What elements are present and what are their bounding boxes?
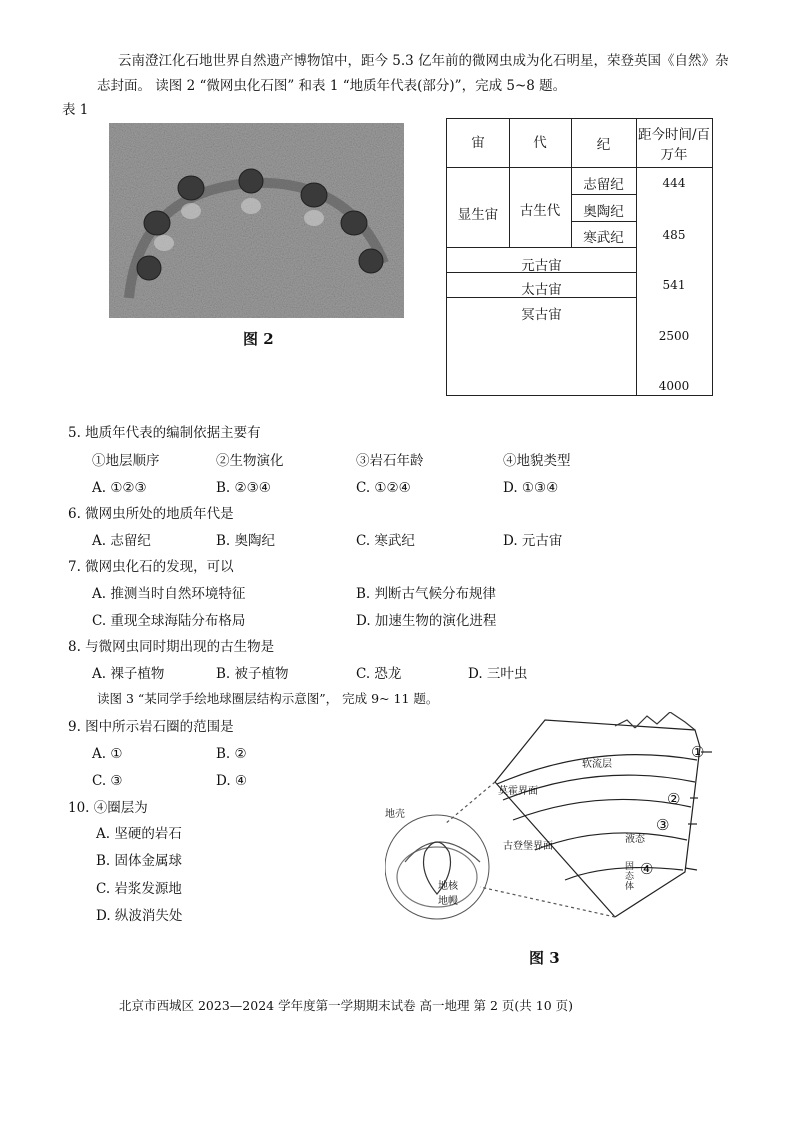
q9-option-b[interactable]: B. ② [216, 746, 247, 762]
q5-item-2: ②生物演化 [216, 453, 284, 469]
q6-stem: 6. 微网虫所处的地质年代是 [68, 506, 234, 522]
q5-option-c[interactable]: C. ①②④ [356, 480, 411, 496]
q5-option-b[interactable]: B. ②③④ [216, 480, 271, 496]
q10-option-c[interactable]: C. 岩浆发源地 [96, 881, 182, 897]
q5-item-3: ③岩石年龄 [356, 453, 424, 469]
period-cambrian: 寒武纪 [583, 230, 624, 246]
q7-option-c[interactable]: C. 重现全球海陆分布格局 [92, 613, 246, 629]
eon-phanerozoic: 显生宙 [457, 207, 499, 223]
q7-option-a[interactable]: A. 推测当时自然环境特征 [92, 586, 246, 602]
q5-option-a[interactable]: A. ①②③ [92, 480, 147, 496]
label-core-inner: 地幔 [438, 896, 458, 907]
eon-hadean: 冥古宙 [521, 307, 562, 323]
q6-option-d[interactable]: D. 元古宙 [503, 533, 563, 549]
q10-stem: 10. ④圈层为 [68, 800, 148, 816]
geologic-time-table [446, 118, 713, 396]
header-era: 代 [533, 135, 547, 151]
q10-option-d[interactable]: D. 纵波消失处 [96, 908, 183, 924]
q9-option-a[interactable]: A. ① [92, 746, 123, 762]
label-crust: 地壳 [385, 809, 405, 820]
label-core-outer: 地核 [438, 881, 458, 892]
figure3-caption: 图 3 [529, 949, 560, 967]
time-485: 485 [662, 228, 686, 242]
q7-option-b[interactable]: B. 判断古气候分布规律 [356, 586, 497, 602]
label-liquid: 液态 [625, 834, 645, 845]
time-444: 444 [662, 176, 686, 190]
marker-2: ② [667, 790, 681, 808]
era-paleozoic: 古生代 [519, 203, 561, 219]
q7-stem: 7. 微网虫化石的发现，可以 [68, 559, 234, 575]
q9-option-c[interactable]: C. ③ [92, 773, 123, 789]
label-solid: 固态体 [625, 862, 635, 892]
period-silurian: 志留纪 [583, 177, 624, 193]
q7-option-d[interactable]: D. 加速生物的演化进程 [356, 613, 497, 629]
header-period: 纪 [596, 137, 611, 153]
time-2500: 2500 [658, 329, 690, 343]
marker-3: ③ [656, 816, 670, 834]
q10-option-a[interactable]: A. 坚硬的岩石 [96, 826, 182, 842]
q9-stem: 9. 图中所示岩石圈的范围是 [68, 719, 234, 735]
q8-option-a[interactable]: A. 裸子植物 [92, 666, 165, 682]
fossil-image [109, 123, 404, 318]
marker-1: ① [691, 743, 705, 761]
intro-figure3: 读图 3 “某同学手绘地球圈层结构示意图”， 完成 9~ 11 题。 [97, 691, 439, 706]
q5-option-d[interactable]: D. ①③④ [503, 480, 559, 496]
q8-option-b[interactable]: B. 被子植物 [216, 666, 289, 682]
q9-option-d[interactable]: D. ④ [216, 773, 248, 789]
fossil-photo [109, 123, 404, 318]
intro-line-1: 云南澄江化石地世界自然遗产博物馆中，距今 5.3 亿年前的微网虫成为化石明星，荣登英国《自然》杂 [118, 53, 729, 69]
q5-stem: 5. 地质年代表的编制依据主要有 [68, 425, 261, 441]
page-footer: 北京市西城区 2023—2024 学年度第一学期期末试卷 高一地理 第 2 页(共 10 页) [119, 998, 574, 1013]
time-541: 541 [662, 278, 686, 292]
header-eon: 宙 [471, 135, 485, 151]
q6-option-c[interactable]: C. 寒武纪 [356, 533, 415, 549]
marker-4: ④ [640, 860, 654, 878]
q5-item-1: ①地层顺序 [92, 453, 160, 469]
figure2-caption: 图 2 [243, 330, 274, 348]
time-4000: 4000 [658, 379, 690, 393]
label-soft-layer: 软流层 [582, 759, 612, 770]
eon-archean: 太古宙 [521, 282, 562, 298]
q6-option-a[interactable]: A. 志留纪 [92, 533, 151, 549]
table-label: 表 1 [62, 102, 89, 118]
q5-item-4: ④地貌类型 [503, 453, 571, 469]
header-time: 距今时间/百万年 [637, 127, 711, 163]
label-moho: 莫霍界面 [498, 786, 538, 797]
q8-option-d[interactable]: D. 三叶虫 [468, 666, 528, 682]
period-ordovician: 奥陶纪 [583, 204, 624, 220]
q6-option-b[interactable]: B. 奥陶纪 [216, 533, 276, 549]
q8-stem: 8. 与微网虫同时期出现的古生物是 [68, 639, 275, 655]
q8-option-c[interactable]: C. 恐龙 [356, 666, 402, 682]
label-gutenberg: 古登堡界面 [503, 841, 553, 852]
eon-proterozoic: 元古宙 [521, 258, 562, 274]
earth-layers-diagram [385, 712, 715, 937]
intro-line-2: 志封面。 读图 2 “微网虫化石图” 和表 1 “地质年代表(部分)”，完成 5~8 题。 [97, 78, 567, 94]
q10-option-b[interactable]: B. 固体金属球 [96, 853, 183, 869]
